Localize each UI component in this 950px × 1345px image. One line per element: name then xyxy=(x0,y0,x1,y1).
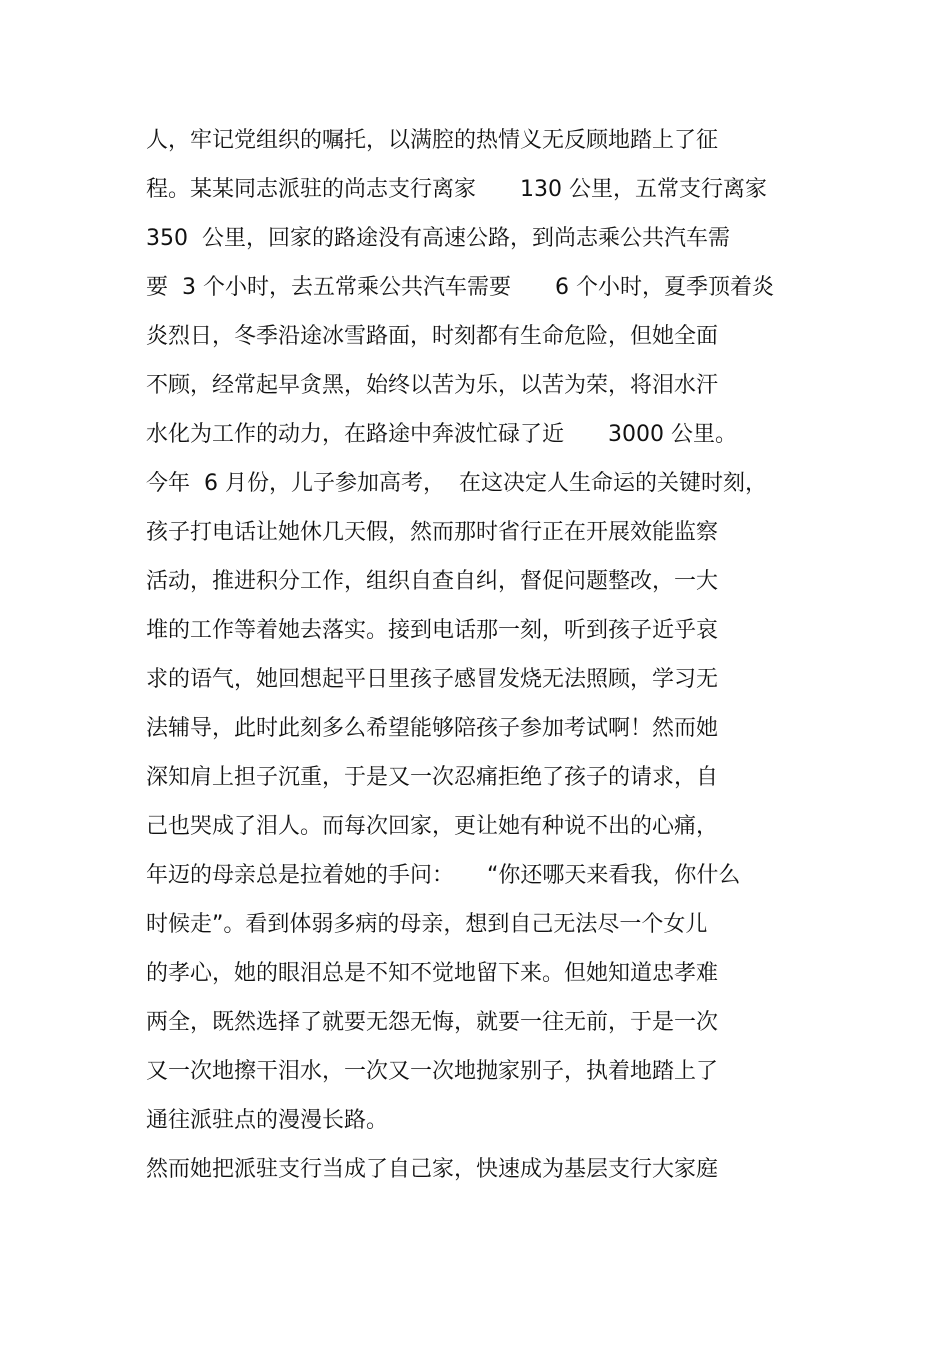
text-line: 年迈的母亲总是拉着她的手问： “你还哪天来看我，你什么 xyxy=(146,863,741,888)
text-line: 然而她把派驻支行当成了自己家，快速成为基层支行大家庭 xyxy=(146,1157,719,1182)
text-line: 炎烈日，冬季沿途冰雪路面，时刻都有生命危险，但她全面 xyxy=(146,324,719,349)
text-line: 法辅导，此时此刻多么希望能够陪孩子参加考试啊！然而她 xyxy=(146,716,719,741)
text-line: 今年 6 月份，儿子参加高考， 在这决定人生命运的关键时刻， xyxy=(146,471,767,496)
text-line: 水化为工作的动力，在路途中奔波忙碌了近 3000 公里。 xyxy=(146,422,737,447)
text-line: 程。某某同志派驻的尚志支行离家 130 公里，五常支行离家 xyxy=(146,177,767,202)
text-line: 深知肩上担子沉重，于是又一次忍痛拒绝了孩子的请求，自 xyxy=(146,765,719,790)
text-line: 350 公里，回家的路途没有高速公路，到尚志乘公共汽车需 xyxy=(146,226,730,251)
text-line: 时候走”。看到体弱多病的母亲，想到自己无法尽一个女儿 xyxy=(146,912,708,937)
text-line: 的孝心，她的眼泪总是不知不觉地留下来。但她知道忠孝难 xyxy=(146,961,719,986)
body-text xyxy=(146,116,806,1194)
text-line: 人，牢记党组织的嘱托，以满腔的热情义无反顾地踏上了征 xyxy=(146,128,719,153)
text-line: 己也哭成了泪人。而每次回家，更让她有种说不出的心痛， xyxy=(146,814,719,839)
text-line: 不顾，经常起早贪黑，始终以苦为乐，以苦为荣，将泪水汗 xyxy=(146,373,719,398)
text-line: 通往派驻点的漫漫长路。 xyxy=(146,1108,389,1133)
text-line: 堆的工作等着她去落实。接到电话那一刻，听到孩子近乎哀 xyxy=(146,618,719,643)
text-line: 活动，推进积分工作，组织自查自纠，督促问题整改，一大 xyxy=(146,569,719,594)
text-line: 孩子打电话让她休几天假，然而那时省行正在开展效能监察 xyxy=(146,520,719,545)
text-line: 又一次地擦干泪水，一次又一次地抛家别子，执着地踏上了 xyxy=(146,1059,719,1084)
text-line: 两全，既然选择了就要无怨无悔，就要一往无前，于是一次 xyxy=(146,1010,719,1035)
text-line: 要 3 个小时，去五常乘公共汽车需要 6 个小时，夏季顶着炎 xyxy=(146,275,774,300)
text-line: 求的语气，她回想起平日里孩子感冒发烧无法照顾，学习无 xyxy=(146,667,719,692)
